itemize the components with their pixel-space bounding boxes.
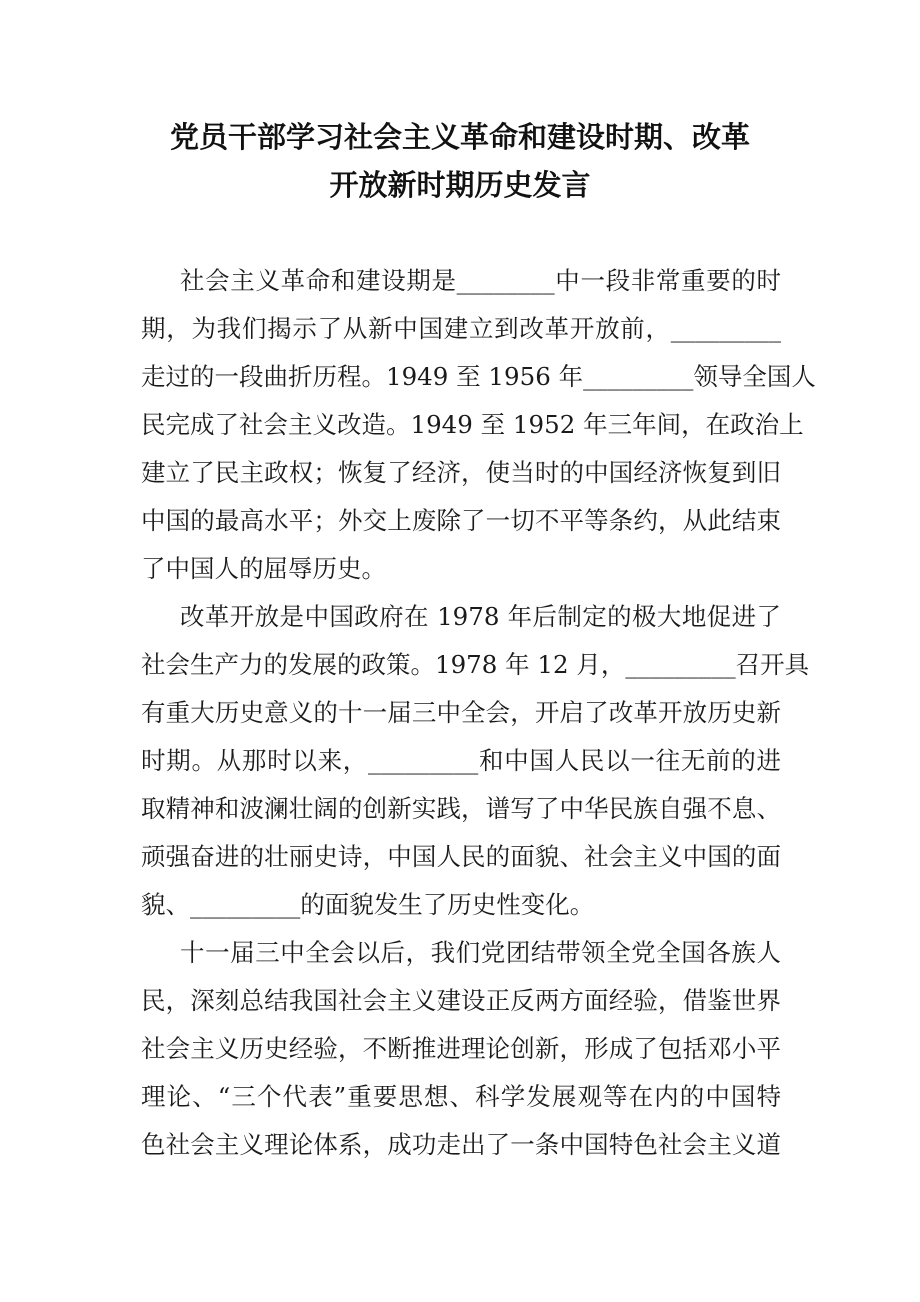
- document-title-line-2: 开放新时期历史发言: [329, 168, 591, 202]
- paragraph-2-line-1: 改革开放是中国政府在 1978 年后制定的极大地促进了: [180, 602, 781, 631]
- paragraph-3-line-2: 民，深刻总结我国社会主义建设正反两方面经验，借鉴世界: [141, 986, 781, 1015]
- paragraph-1-line-7: 了中国人的屈辱历史。: [141, 554, 386, 583]
- paragraph-1-line-4: 民完成了社会主义改造。1949 至 1952 年三年间，在政治上: [141, 410, 804, 439]
- paragraph-1-line-5: 建立了民主政权；恢复了经济，使当时的中国经济恢复到旧: [141, 458, 781, 487]
- paragraph-1-line-6: 中国的最高水平；外交上废除了一切不平等条约，从此结束: [141, 506, 781, 535]
- paragraph-1-line-2: 期，为我们揭示了从新中国建立到改革开放前，_________: [141, 314, 781, 343]
- paragraph-2-line-2: 社会生产力的发展的政策。1978 年 12 月，_________召开具: [141, 650, 810, 679]
- paragraph-2-line-3: 有重大历史意义的十一届三中全会，开启了改革开放历史新: [141, 698, 781, 727]
- document-title-line-1: 党员干部学习社会主义革命和建设时期、改革: [169, 120, 750, 154]
- paragraph-3-line-4: 理论、“三个代表”重要思想、科学发展观等在内的中国特: [141, 1082, 781, 1111]
- paragraph-2-line-7: 貌、_________的面貌发生了历史性变化。: [141, 890, 595, 919]
- paragraph-3-line-5: 色社会主义理论体系，成功走出了一条中国特色社会主义道: [141, 1130, 781, 1159]
- paragraph-2-line-6: 顽强奋进的壮丽史诗，中国人民的面貌、社会主义中国的面: [141, 842, 781, 871]
- paragraph-2-line-5: 取精神和波澜壮阔的创新实践，谱写了中华民族自强不息、: [141, 794, 781, 823]
- paragraph-3-line-1: 十一届三中全会以后，我们党团结带领全党全国各族人: [180, 938, 781, 967]
- paragraph-1-line-3: 走过的一段曲折历程。1949 至 1956 年_________领导全国人: [141, 362, 816, 391]
- paragraph-1-line-1: 社会主义革命和建设期是________中一段非常重要的时: [180, 266, 781, 295]
- paragraph-2-line-4: 时期。从那时以来，_________和中国人民以一往无前的进: [141, 746, 781, 775]
- paragraph-3-line-3: 社会主义历史经验，不断推进理论创新，形成了包括邓小平: [141, 1034, 781, 1063]
